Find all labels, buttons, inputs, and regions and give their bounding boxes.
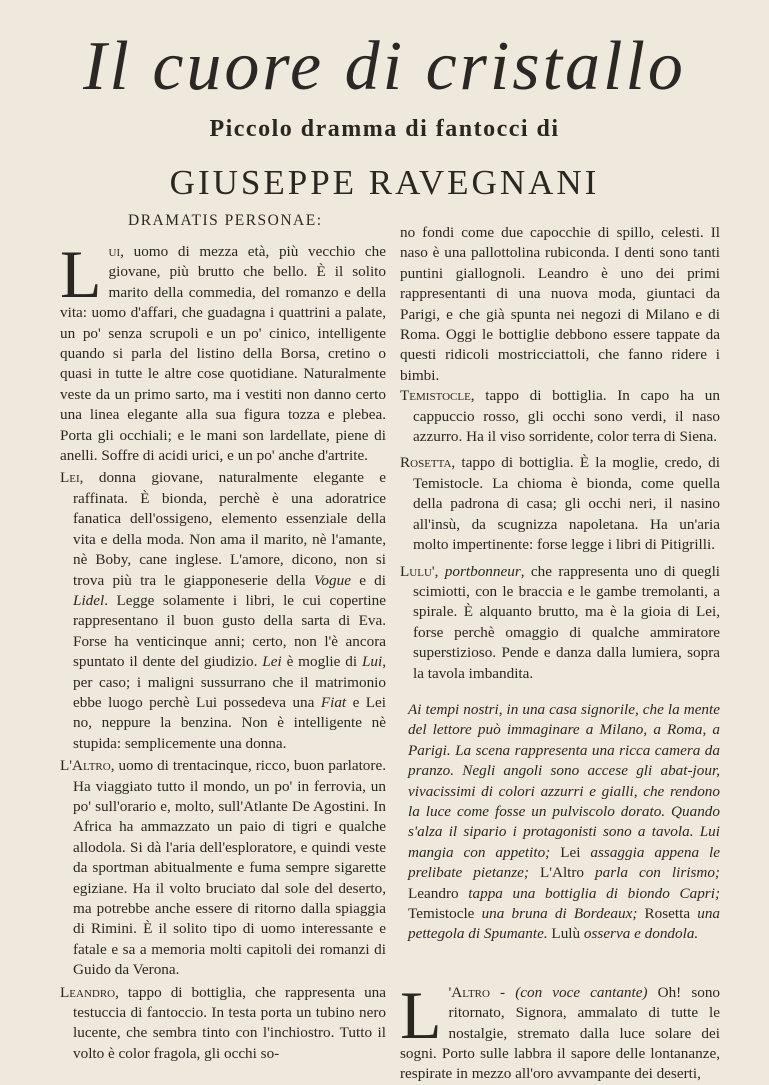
- character-name: Lei,: [60, 469, 84, 487]
- italic-text: portbonneur: [444, 562, 521, 580]
- character-name: L'Altro,: [60, 757, 115, 775]
- character-rosetta: [400, 453, 720, 555]
- italic-text: Lui: [361, 653, 383, 671]
- character-description: uomo di trentacinque, ricco, buon parlatore. Ha viaggiato tutto il mondo, un po' in ferrovia, un po' sull'orario e, molto, sull'Atlante De Agostini. In Africa ha ammazzato un paio di tigri e qualche allodola. Si dà l'aria dell'esploratore, e quindi veste da sportman abitualmente e fuma sempre sigarette egiziane. Ha il volto bruciato dal sole del deserto, ma potrebbe anche essere di ritorno dalla spiaggia di Rimini. È il solito tipo di uomo interessante e fatale e sa a memoria molti capitoli dei romanzi di Guido da Verona.: [73, 757, 386, 979]
- character-description: è moglie di: [281, 653, 362, 671]
- stage-aside: (con voce cantante): [515, 983, 648, 1001]
- character-altro: [60, 756, 386, 980]
- italic-text: Vogue: [313, 571, 351, 589]
- character-description: uomo di mezza età, più vecchio che giovane, più brutto che bello. È il solito marito della commedia, del romanzo e della vita: uomo d'affari, che guadagna i quattrini a palate, un po' senza scrupoli e un po' cinico, intelligente quando si parla del listino della Borsa, cretino o quasi in tutte le altre cose quotidiane. Naturalmente veste da un primo sarto, ma i vestiti non danno certo una linea elegante alla sua figura tozza e plebea. Porta gli occhiali; e le mani son lardellate, piene di anelli. Soffre di acidi urici, e un po' anche d'artrite.: [60, 243, 386, 465]
- character-ref: Lulù: [547, 925, 584, 943]
- stage-text: Ai tempi nostri, in una casa signorile, che la mente del lettore può immaginare a Milano, a Roma, a Parigi. La scena rappresenta una ricca camera da pranzo. Negli angoli sono accese gli abat-jour, vivacissimi di colori azzurri e gialli, che rendono la luce come fosse un pulviscolo dorato. Quando s'alza il sipario i protagonisti sono a tavola. Lui mangia con appetito;: [408, 700, 720, 861]
- stage-text: tappa una bottiglia di biondo Capri;: [468, 884, 720, 902]
- italic-text: Lidel: [73, 591, 105, 609]
- stage-text: parla con lirismo;: [595, 864, 720, 882]
- character-lui: [60, 236, 386, 466]
- character-description: donna giovane, naturalmente elegante e raffinata. È bionda, perchè è una adoratrice fanatica dell'ossigeno, elemento essenziale della vita e della moda. Non ama il marito, nè l'amante, nè Boby, cane inglese. L'amore, dicono, non si trova più tra le giapponeserie della: [73, 469, 386, 589]
- stage-direction: [408, 700, 720, 945]
- character-name: Rosetta,: [400, 454, 456, 472]
- character-description: tappo di bottiglia, che rappresenta una testuccia di fantoccio. In testa porta un tubino nero lucente, che sembra tinto con l'inchiostro. Tutto il volto è color fragola, gli occhi so-: [73, 983, 386, 1062]
- italic-text: Fiat: [320, 693, 347, 711]
- stage-text: assaggia appena le prelibate pietanze;: [408, 843, 720, 882]
- speaker-name: 'Altro: [448, 983, 490, 1001]
- character-ref: Temistocle: [408, 905, 482, 922]
- character-ref: Rosetta: [637, 905, 698, 922]
- character-name: Leandro,: [60, 983, 119, 1001]
- character-description: , per caso; i maligni sussurrano che il matrimonio ebbe luogo perchè Lui possedeva una: [73, 653, 386, 711]
- right-column: [400, 223, 720, 1085]
- stage-text: una bruna di Bordeaux;: [481, 905, 638, 922]
- character-description: . Legge solamente i libri, le cui copertine rappresentano il buon gusto della sarta di Eva. Forse ha venticinque anni; certo, non l'è ancora spuntato il dente del giudizio.: [73, 591, 386, 671]
- character-ref: L'Altro: [528, 864, 596, 882]
- character-description: tappo di bottiglia. È la moglie, credo, di Temistocle. La chioma è bionda, come quella della padrona di casa; gli occhi neri, il nasino all'insù, da scugnizza napoletana. Ha un'aria molto impertinente: forse legge i libri di Pitigrilli.: [413, 454, 720, 554]
- character-leandro: [60, 983, 386, 1065]
- character-description: , che rappresenta uno di quegli scimiotti, con le braccia e le gambe tremolanti, a spirale. È alquanto brutto, ma è la gioia di Lei, forse perchè omaggio di qualche ammiratore superstizioso. Pende e danza dalla lumiera, sopra la tavola imbandita.: [413, 562, 721, 682]
- dash: -: [489, 983, 516, 1001]
- dialogue-altro: [400, 976, 721, 1085]
- character-description: e Lei no, neppure la benzina. Non è intelligente nè stupida: semplicemente una donna.: [73, 693, 387, 752]
- stage-text: osserva e dondola.: [583, 925, 699, 943]
- character-name: Lulu',: [400, 562, 439, 580]
- character-leandro-continued: no fondi come due capocchie di spillo, celesti. Il naso è una pallottolina rubiconda. I denti sono tanti puntini giallognoli. Leandro è uno dei primi rappresentanti di una nuova moda, giuntaci da Parigi, e che già spunta nei negozi di Milano e di Roma. Oggi le bottiglie debbono essere tappate da questi ridicoli mostricciattoli, che fanno ridere i bimbi.: [400, 224, 720, 384]
- character-name: ui,: [108, 243, 124, 260]
- character-ref: Lei: [550, 843, 591, 861]
- drop-cap: L: [400, 976, 442, 1053]
- character-name: Temistocle,: [400, 387, 475, 405]
- character-description: e di: [350, 571, 386, 589]
- dramatis-heading: DRAMATIS PERSONAE:: [128, 212, 323, 229]
- stage-text: una pettegola di Spumante.: [408, 905, 720, 943]
- play-title: Il cuore di cristallo: [83, 28, 686, 105]
- character-ref: Leandro: [408, 884, 469, 902]
- character-lei: [60, 468, 386, 754]
- character-lulu: [400, 562, 720, 684]
- italic-text: Lei: [262, 653, 282, 671]
- author-name: GIUSEPPE RAVEGNANI: [169, 163, 600, 202]
- left-column: [60, 211, 386, 1066]
- character-temistocle: [400, 386, 720, 447]
- character-description: tappo di bottiglia. In capo ha un cappuccio rosso, gli occhi sono verdi, il naso azzurro. Ha il viso sorridente, color terra di Siena.: [413, 387, 720, 446]
- drop-cap: L: [60, 236, 102, 312]
- dialogue-text: Oh! sono ritornato, Signora, ammalato di tutte le nostalgie, stremato dalla luce solare dei sogni. Porto sulle labbra il sapore delle lontananze, respirate in mezzo all'oro avvampante dei deserti,: [400, 983, 721, 1083]
- play-subtitle: Piccolo dramma di fantocci di: [209, 116, 560, 142]
